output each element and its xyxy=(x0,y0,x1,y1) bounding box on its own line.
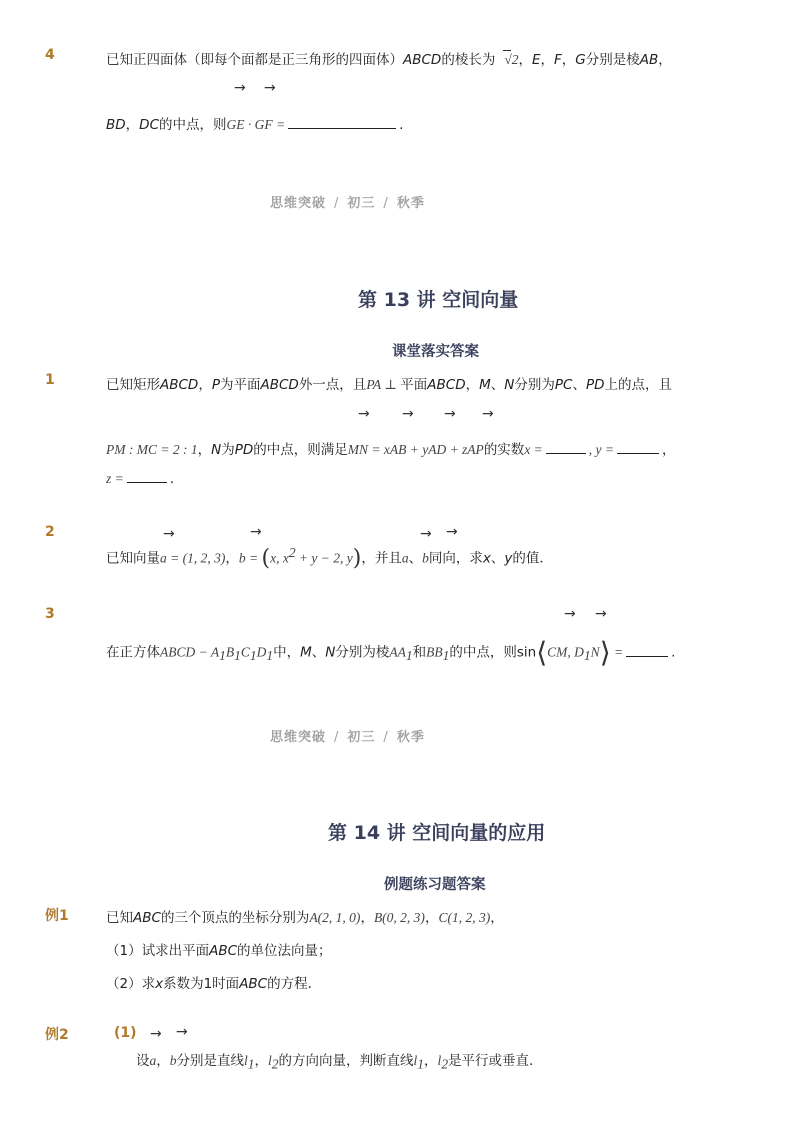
left-angle-bracket: ⟨ xyxy=(536,636,548,669)
question-number: 3 xyxy=(45,606,55,622)
page-footer: 思维突破 / 初三 / 秋季 xyxy=(270,730,425,745)
left-paren: ( xyxy=(261,546,271,571)
question-number: 4 xyxy=(45,47,55,63)
vector-arrow: → xyxy=(358,406,370,422)
vector-arrow: → xyxy=(444,406,456,422)
question-number: 2 xyxy=(45,524,55,540)
vector-arrow: → xyxy=(176,1024,188,1040)
question-2-line: 已知向量a = (1, 2, 3)，b = (x, $x^2 + y - 2$, y)，并且a、b同向，求x、y的值． xyxy=(106,545,553,571)
vector-arrow: → xyxy=(420,526,432,542)
question-1-line-3: z = . xyxy=(106,471,175,487)
question-1-line-1: 已知矩形ABCD，P为平面ABCD外一点，且PA ⊥ 平面ABCD，M、N分别为PC、PD上的点，且 xyxy=(106,377,672,393)
vector-arrow: → xyxy=(264,80,276,96)
answer-blank-x[interactable] xyxy=(546,452,586,454)
vector-arrow: → xyxy=(150,1026,162,1042)
vector-arrow: → xyxy=(402,406,414,422)
vector-arrow: → xyxy=(446,524,458,540)
section-subtitle: 课堂落实答案 xyxy=(392,344,479,360)
example-part-label: (1) xyxy=(114,1025,137,1041)
question-4-line-2: BD，DC的中点，则GE · GF = . xyxy=(106,117,404,133)
page-footer: 思维突破 / 初三 / 秋季 xyxy=(270,196,425,211)
answer-blank[interactable] xyxy=(626,655,668,657)
right-paren: ) xyxy=(352,546,362,571)
example-1-part-1: （1）试求出平面ABC的单位法向量； xyxy=(106,943,332,959)
vector-arrow: → xyxy=(564,606,576,622)
question-number: 1 xyxy=(45,372,55,388)
example-label: 例1 xyxy=(45,908,69,924)
sqrt-symbol: √ 2 xyxy=(504,52,519,67)
answer-blank-y[interactable] xyxy=(617,452,659,454)
example-1-part-2: （2）求x系数为1时面ABC的方程． xyxy=(106,976,322,992)
answer-blank[interactable] xyxy=(288,127,396,129)
lecture-title: 第 13 讲 空间向量 xyxy=(358,289,519,311)
vector-arrow: → xyxy=(234,80,246,96)
vector-expression: GE · GF = xyxy=(226,117,286,132)
section-subtitle: 例题练习题答案 xyxy=(384,877,486,893)
question-4-line-1: 已知正四面体（即每个面都是正三角形的四面体）ABCD的棱长为 √ 2，E，F，G分别是棱AB， xyxy=(106,52,672,68)
example-2-statement: 设a，b分别是直线$l_1$，$l_2$的方向向量，判断直线$l_1$，$l_2$是平行或垂直． xyxy=(136,1053,543,1072)
vector-arrow: → xyxy=(163,526,175,542)
vector-arrow: → xyxy=(595,606,607,622)
vector-equation: MN = xAB + yAD + zAP xyxy=(347,442,484,457)
right-angle-bracket: ⟩ xyxy=(599,636,611,669)
vector-arrow: → xyxy=(482,406,494,422)
example-label: 例2 xyxy=(45,1027,69,1043)
answer-blank-z[interactable] xyxy=(127,481,167,483)
question-3-line: 在正方体ABCD − $A_1B_1C_1D_1$中，M、N分别为棱$AA_1$和$BB_1$的中点，则sin⟨CM, $D_1N⟩$ = . xyxy=(106,636,676,669)
question-1-line-2: PM : MC = 2 : 1，N为PD的中点，则满足MN = xAB + yAD + zAP的实数x = , y = ， xyxy=(106,442,676,458)
example-1-statement: 已知ABC的三个顶点的坐标分别为A(2, 1, 0)，B(0, 2, 3)，C(1, 2, 3)， xyxy=(106,910,504,926)
vector-arrow: → xyxy=(250,524,262,540)
lecture-title: 第 14 讲 空间向量的应用 xyxy=(328,822,546,844)
